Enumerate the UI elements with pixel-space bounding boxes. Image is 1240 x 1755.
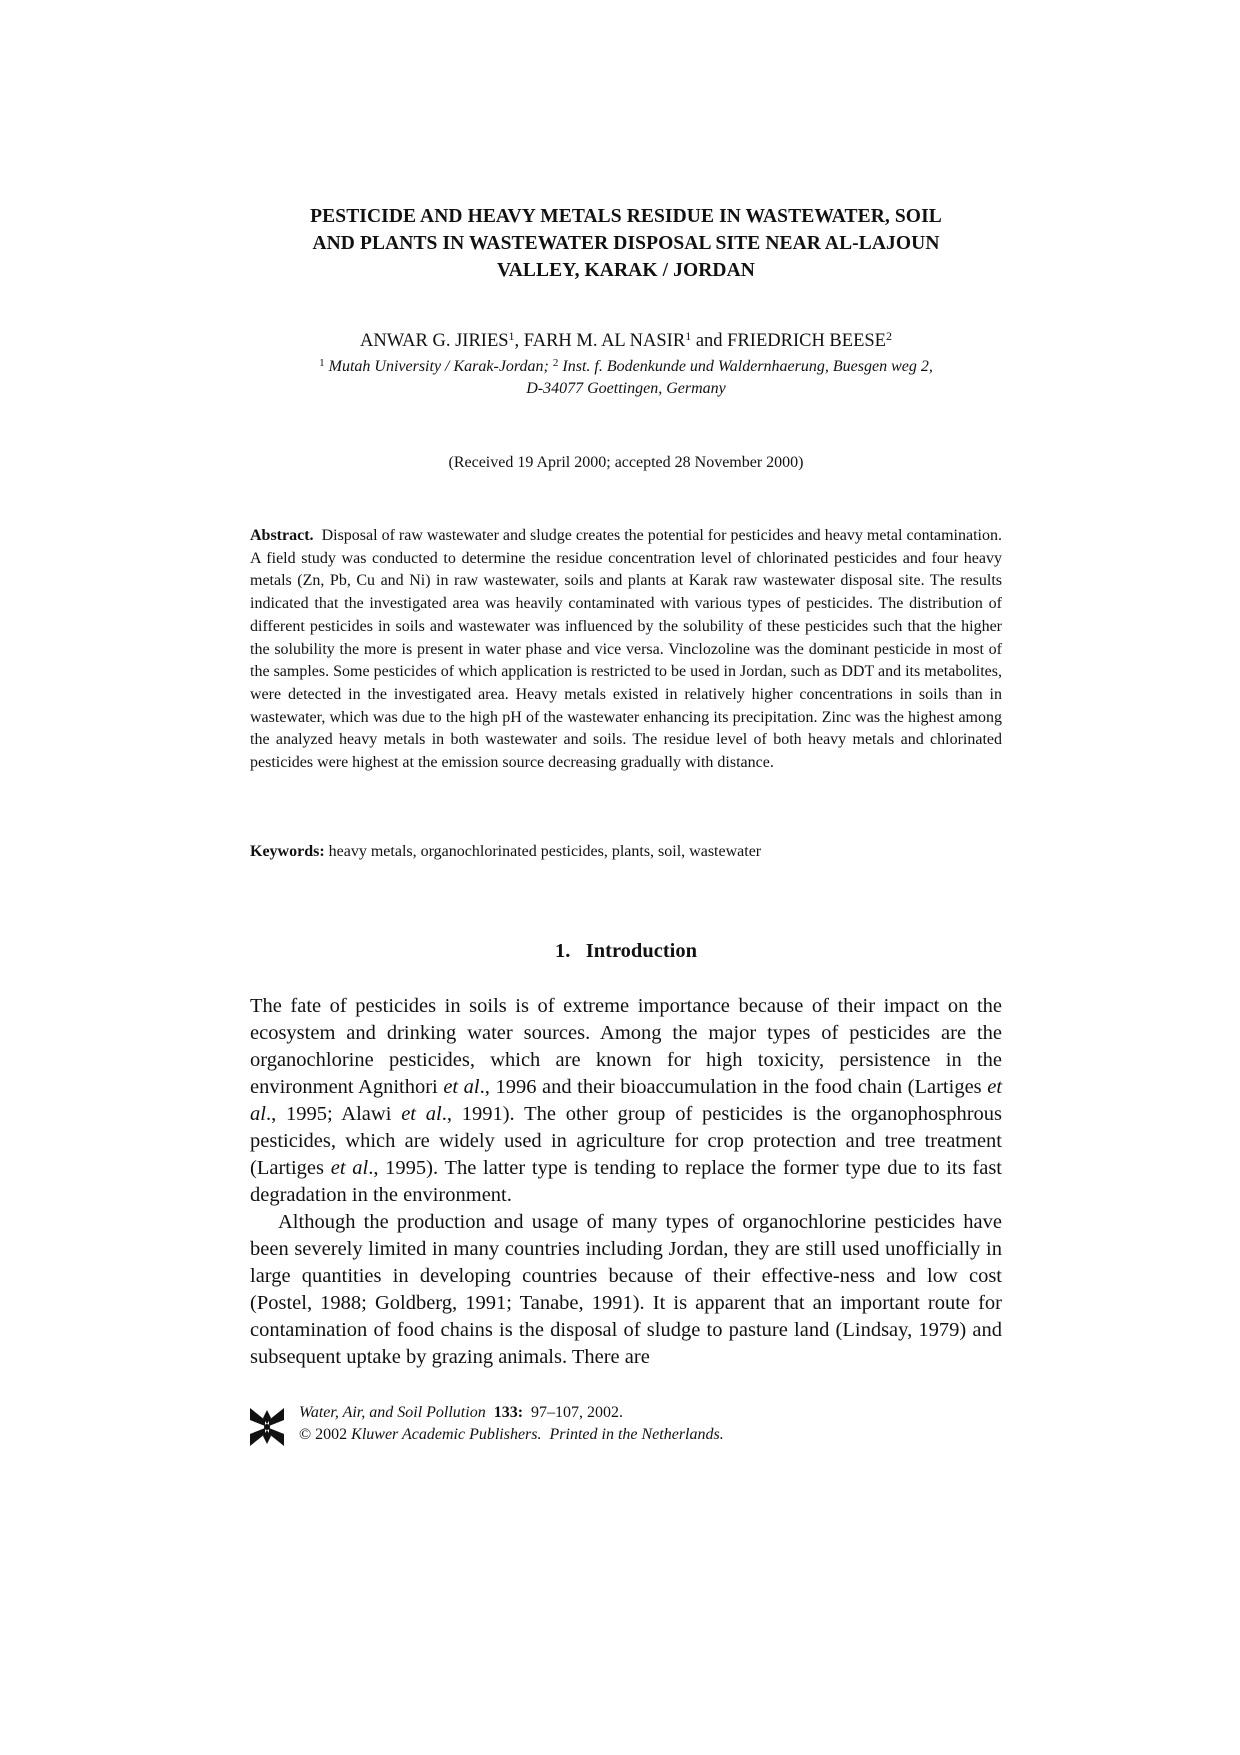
text-run: ., 1995; Alawi	[265, 1103, 402, 1125]
abstract-label: Abstract.	[250, 527, 314, 544]
affiliations	[250, 356, 1002, 400]
affiliation-mark-1: 1	[319, 357, 325, 369]
title-line-1: PESTICIDE AND HEAVY METALS RESIDUE IN WASTEWATER, SOIL	[310, 206, 942, 227]
text-run: ., 1995). The latter type is tending to replace the former type due to its fast degradation in the environment.	[250, 1157, 1002, 1206]
et-al: et al	[250, 1076, 1003, 1125]
abstract	[250, 525, 1002, 775]
et-al: et al	[330, 1157, 369, 1179]
citation-line-1	[299, 1402, 724, 1424]
printed-location: Printed in the Netherlands.	[549, 1426, 724, 1443]
intro-paragraph-2: Although the production and usage of many types of organochlorine pesticides have been severely limited in many countries including Jordan, they are still used unofficially in large quantities in developing countries because of their effective-ness and low cost (Postel, 1988; Goldberg, 1991; Tanabe, 1991). It is apparent that an important route for contamination of food chains is the disposal of sludge to pasture land (Lindsay, 1979) and subsequent uptake by grazing animals. There are	[250, 1211, 1002, 1368]
paper-title	[250, 203, 1002, 284]
title-line-2: AND PLANTS IN WASTEWATER DISPOSAL SITE NEAR AL-LAJOUN	[312, 233, 940, 254]
author-3-affil-mark: 2	[885, 329, 892, 343]
affiliation-1: Mutah University / Karak-Jordan;	[324, 358, 553, 375]
publisher-logo-icon	[250, 1406, 284, 1448]
author-1: ANWAR G. JIRIES	[360, 331, 509, 351]
publisher-name: Kluwer Academic Publishers.	[351, 1426, 542, 1443]
text-run: The fate of pesticides in soils is of extreme importance because of their impact on the ecosystem and drinking water sources. Among the major types of pesticides are the organochlorine pesticides, which are known for high toxicity, persistence in the environment Agnithori	[250, 995, 1002, 1098]
journal-name: Water, Air, and Soil Pollution	[299, 1404, 486, 1421]
received-dates: (Received 19 April 2000; accepted 28 November 2000)	[448, 454, 804, 471]
author-2: FARH M. AL NASIR	[523, 331, 686, 351]
affiliation-mark-2: 2	[552, 357, 559, 369]
keywords-label: Keywords:	[250, 843, 325, 860]
author-1-affil-mark: 1	[508, 329, 515, 343]
et-al: et al	[443, 1076, 480, 1098]
journal-footer	[250, 1402, 1002, 1452]
title-line-3: VALLEY, KARAK / JORDAN	[497, 260, 755, 281]
affiliation-line-2: D-34077 Goettingen, Germany	[526, 380, 726, 397]
author-3: FRIEDRICH BEESE	[727, 331, 886, 351]
keywords-text: heavy metals, organochlorinated pesticides, plants, soil, wastewater	[328, 843, 762, 860]
copyright-year: 2002	[315, 1426, 348, 1443]
author-separator: ,	[514, 331, 524, 351]
text-run: ., 1991). The other group of pesticides is the organophosphrous pesticides, which are widely used in agriculture for crop protection and tree treatment (Lartiges	[250, 1103, 1002, 1179]
author-list	[250, 330, 1002, 352]
introduction-body	[250, 993, 1002, 1371]
affiliation-2: Inst. f. Bodenkunde und Waldernhaerung, Buesgen weg 2,	[558, 358, 933, 375]
et-al: et al	[401, 1103, 442, 1125]
author-2-affil-mark: 1	[685, 329, 692, 343]
keywords	[250, 841, 1002, 863]
text-run: ., 1996 and their bioaccumulation in the food chain (Lartiges	[479, 1076, 988, 1098]
abstract-text: Disposal of raw wastewater and sludge creates the potential for pesticides and heavy metal contamination. A field study was conducted to determine the residue concentration level of chlorinated pesticides and four heavy metals (Zn, Pb, Cu and Ni) in raw wastewater, soils and plants at Karak raw wastewater disposal site. The results indicated that the investigated area was heavily contaminated with various types of pesticides. The distribution of different pesticides in soils and wastewater was influenced by the solubility of these pesticides such that the higher the solubility the more is present in water phase and vice versa. Vinclozoline was the dominant pesticide in most of the samples. Some pesticides of which application is restricted to be used in Jordan, such as DDT and its metabolites, were detected in the investigated area. Heavy metals existed in relatively higher concentrations in soils than in wastewater, which was due to the high pH of the wastewater enhancing its precipitation. Zinc was the highest among the analyzed heavy metals in both wastewater and soils. The residue level of both heavy metals and chlorinated pesticides were highest at the emission source decreasing gradually with distance.	[250, 527, 1002, 772]
journal-citation	[299, 1402, 724, 1446]
copyright-symbol: ©	[299, 1426, 312, 1443]
journal-volume: 133:	[493, 1404, 524, 1421]
affiliation-line-1	[250, 356, 1002, 378]
citation-line-2	[299, 1424, 724, 1446]
author-separator: and	[691, 331, 728, 351]
section-heading-introduction: 1. Introduction	[554, 940, 697, 962]
intro-paragraph-1	[250, 993, 1002, 1209]
journal-pages: 97–107, 2002.	[531, 1404, 624, 1421]
